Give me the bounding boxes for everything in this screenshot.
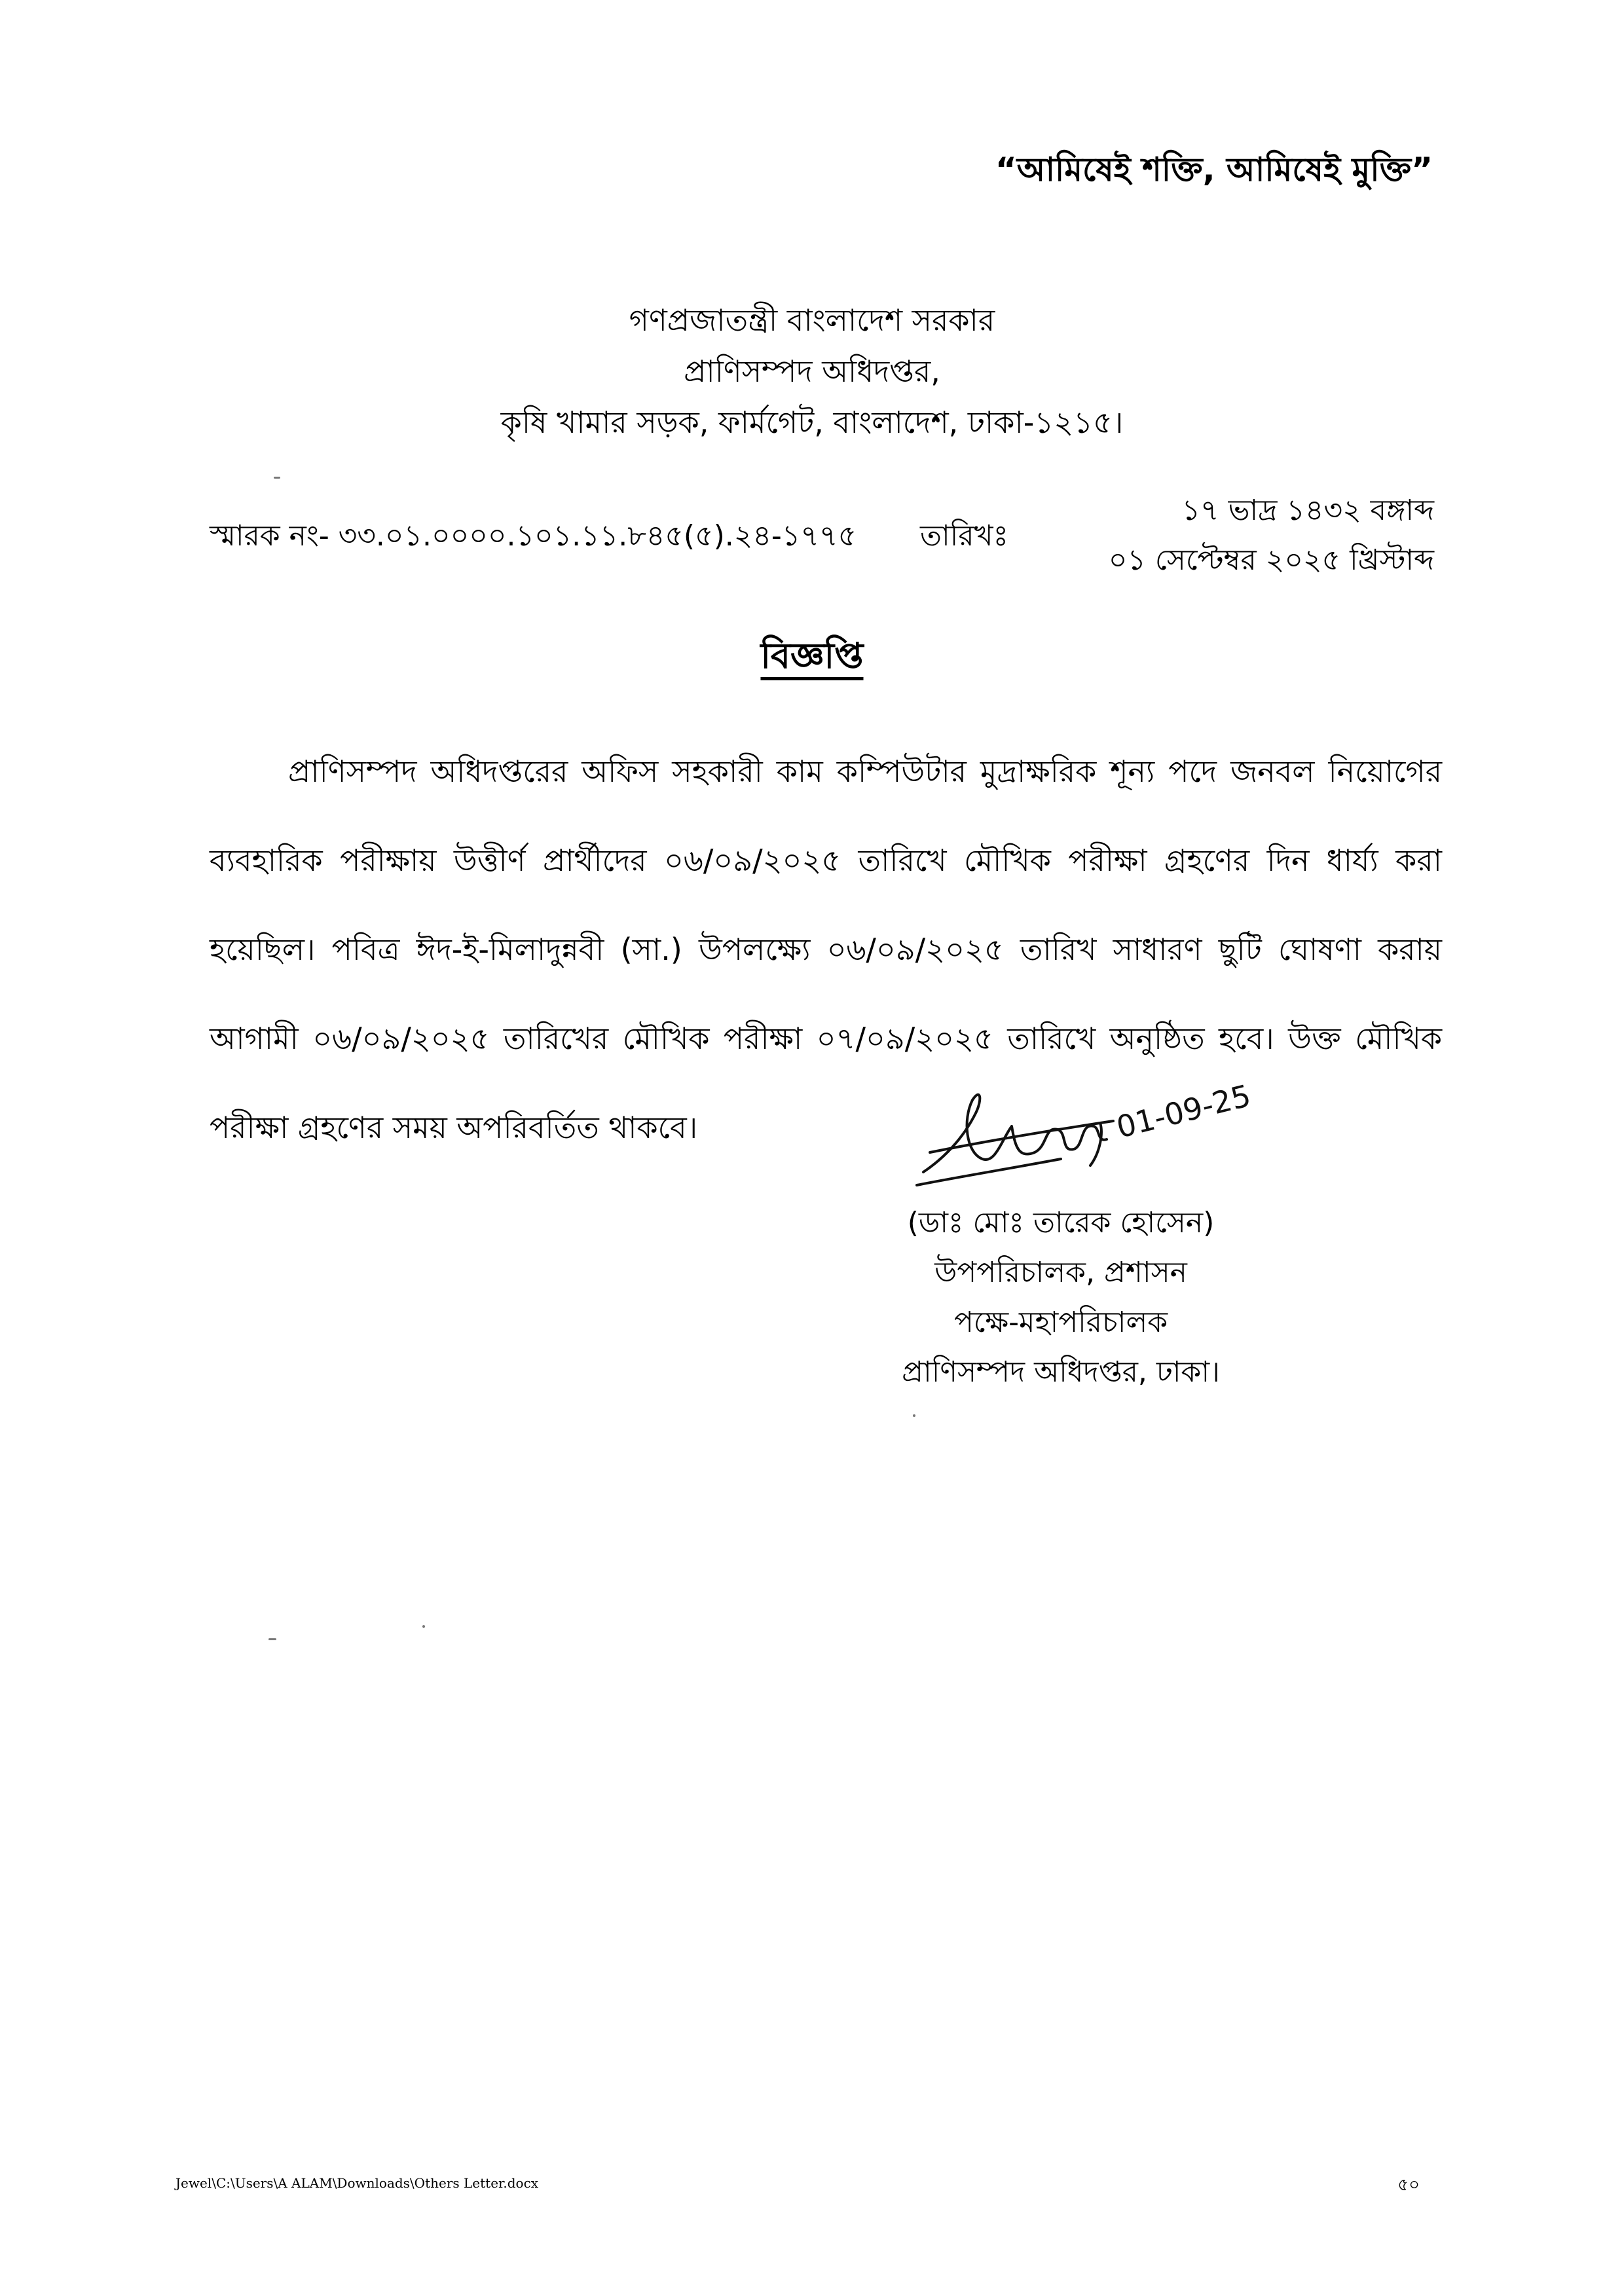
signatory-block: [845, 1198, 1277, 1397]
notice-title-text: বিজ্ঞপ্তি: [760, 635, 864, 676]
notice-title: [0, 629, 1624, 688]
scan-speck: [274, 477, 280, 479]
date-english: ০১ সেপ্টেম্বর ২০২৫ খ্রিস্টাব্দ: [1108, 543, 1434, 577]
scan-speck: [268, 1638, 276, 1640]
notice-paragraph: প্রাণিসম্পদ অধিদপ্তরের অফিস সহকারী কাম কম্পিউটার মুদ্রাক্ষরিক শূন্য পদে জনবল নিয়োগের ব্যবহারিক পরীক্ষায় উত্তীর্ণ প্রার্থীদের ০৬/০৯/২০২৫ তারিখে মৌখিক পরীক্ষা গ্রহণের দিন ধার্য্য করা হয়েছিল। পবিত্র ঈদ-ই-মিলাদুন্নবী (সা.) উপলক্ষ্যে ০৬/০৯/২০২৫ তারিখ সাধারণ ছুটি ঘোষণা করায় আগামী ০৬/০৯/২০২৫ তারিখের মৌখিক পরীক্ষা ০৭/০৯/২০২৫ তারিখে অনুষ্ঠিত হবে। উক্ত মৌখিক পরীক্ষা গ্রহণের সময় অপরিবর্তিত থাকবে।: [210, 754, 1442, 1145]
motto: “আমিষেই শক্তি, আমিষেই মুক্তি”: [995, 151, 1433, 189]
signature-drawing: [904, 1061, 1270, 1205]
date-label: তারিখঃ: [920, 519, 1008, 553]
memo-number: স্মারক নং- ৩৩.০১.০০০০.১০১.১১.৮৪৫(৫).২৪-১৭৭৫: [210, 519, 857, 553]
department-name: প্রাণিসম্পদ অধিদপ্তর,: [684, 354, 940, 389]
signatory-on-behalf: পক্ষে-মহাপরিচালক: [953, 1306, 1168, 1339]
scan-speck: [913, 1414, 915, 1417]
letterhead: [0, 295, 1624, 448]
page-number: ৫০: [1397, 2175, 1420, 2195]
footer-file-path: Jewel\C:\Users\A ALAM\Downloads\Others Letter.docx: [175, 2175, 539, 2191]
signatory-name: (ডাঃ মোঃ তারেক হোসেন): [907, 1206, 1215, 1239]
government-name: গণপ্রজাতন্ত্রী বাংলাদেশ সরকার: [629, 303, 995, 338]
scan-speck: [422, 1625, 425, 1628]
handwritten-signature: [904, 1061, 1270, 1205]
signatory-office: প্রাণিসম্পদ অধিদপ্তর, ঢাকা।: [902, 1355, 1220, 1389]
department-address: কৃষি খামার সড়ক, ফার্মগেট, বাংলাদেশ, ঢাকা-১২১৫।: [500, 405, 1124, 440]
signatory-designation: উপপরিচালক, প্রশাসন: [934, 1256, 1187, 1289]
signature-date: 01-09-25: [1113, 1077, 1255, 1145]
date-bangla: ১৭ ভাদ্র ১৪৩২ বঙ্গাব্দ: [1181, 494, 1434, 527]
date-block: [1109, 486, 1434, 585]
